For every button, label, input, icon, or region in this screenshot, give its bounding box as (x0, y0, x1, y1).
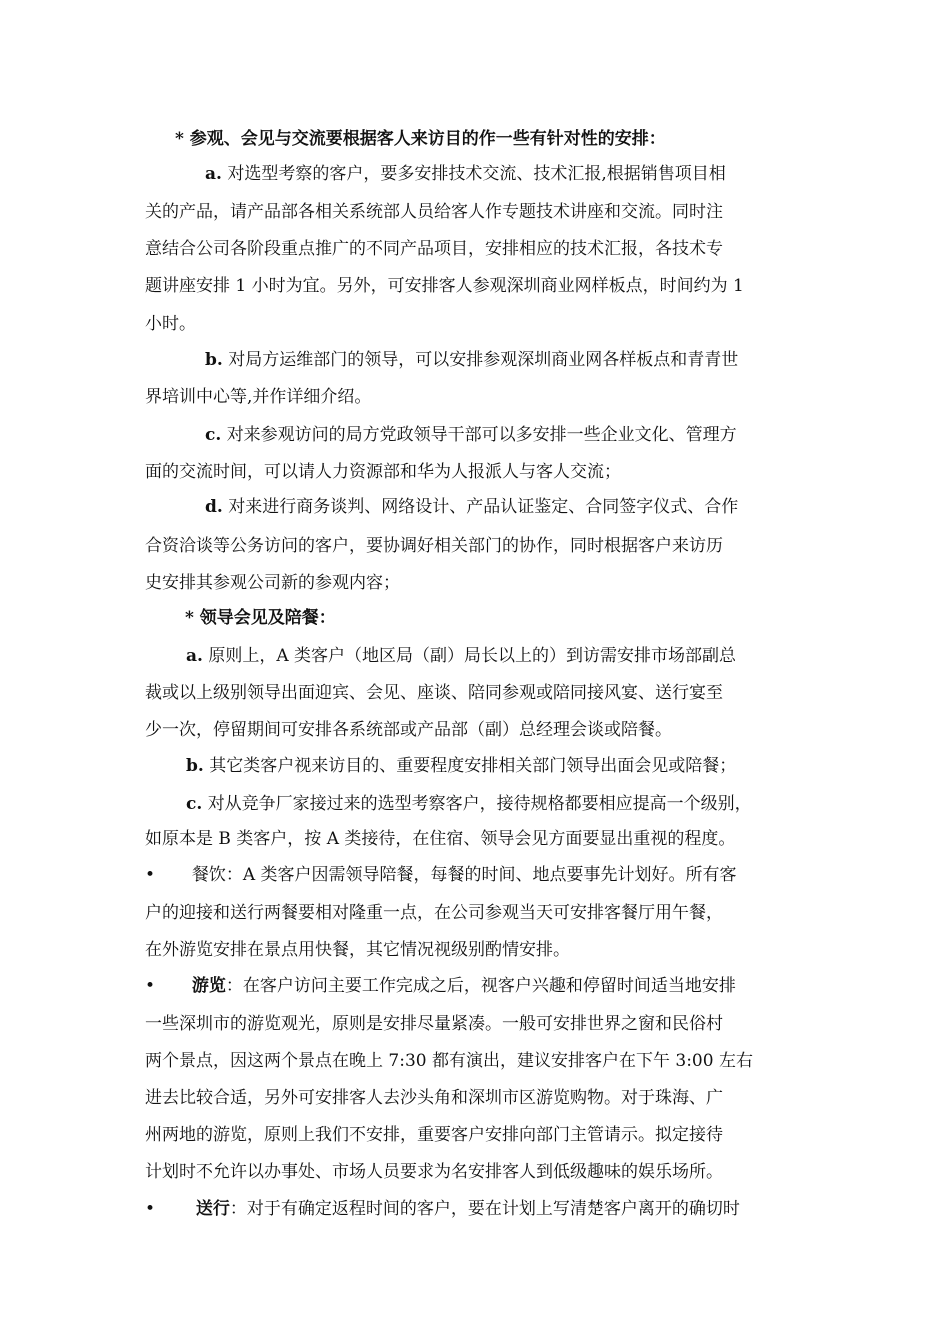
paragraph-line: 对从竞争厂家接过来的选型考察客户，接待规格都要相应提高一个级别， (207, 794, 752, 814)
paragraph-line: 如原本是 B 类客户，按 A 类接待，在住宿、领导会见方面要显出重视的程度。 (145, 829, 736, 849)
paragraph-c2 (186, 792, 752, 816)
paragraph-d1 (205, 495, 738, 519)
section-heading-reception: * 领导会见及陪餐： (185, 608, 336, 628)
paragraph-line: 对来参观访问的局方党政领导干部可以多安排一些企业文化、管理方 (226, 425, 737, 445)
paragraph-line: 史安排其参观公司新的参观内容； (145, 573, 400, 593)
paragraph-line: 意结合公司各阶段重点推广的不同产品项目，安排相应的技术汇报，各技术专 (145, 239, 723, 259)
tour-title: 游览 (191, 976, 226, 996)
section-heading-visits: * 参观、会见与交流要根据客人来访目的作一些有针对性的安排： (175, 129, 666, 149)
paragraph-line: 其它类客户视来访目的、重要程度安排相关部门领导出面会见或陪餐； (209, 756, 737, 776)
paragraph-line: 小时。 (145, 314, 196, 334)
list-marker: c. (205, 425, 222, 445)
bullet-sendoff (145, 1197, 740, 1221)
paragraph-line: 进去比较合适，另外可安排客人去沙头角和深圳市区游览购物。对于珠海、广 (145, 1088, 723, 1108)
paragraph-line: 裁或以上级别领导出面迎宾、会见、座谈、陪同参观或陪同接风宴、送行宴至 (145, 683, 723, 703)
paragraph-line: 餐饮：A 类客户因需领导陪餐，每餐的时间、地点要事先计划好。所有客 (191, 865, 737, 885)
paragraph-line: 面的交流时间，可以请人力资源部和华为人报派人与客人交流； (145, 462, 621, 482)
paragraph-line: 州两地的游览，原则上我们不安排，重要客户安排向部门主管请示。拟定接待 (145, 1125, 723, 1145)
paragraph-b1 (205, 348, 738, 372)
bullet-tour (145, 974, 736, 998)
paragraph-line: 对选型考察的客户，要多安排技术交流、技术汇报,根据销售项目相 (227, 164, 726, 184)
bullet-icon: • (145, 976, 156, 996)
paragraph-c1 (205, 423, 737, 447)
paragraph-line: 对局方运维部门的领导，可以安排参观深圳商业网各样板点和青青世 (228, 350, 739, 370)
paragraph-line: 计划时不允许以办事处、市场人员要求为名安排客人到低级趣味的娱乐场所。 (145, 1162, 723, 1182)
paragraph-line: 一些深圳市的游览观光，原则是安排尽量紧凑。一般可安排世界之窗和民俗村 (145, 1014, 723, 1034)
list-marker: c. (186, 794, 203, 814)
paragraph-line: 对来进行商务谈判、网络设计、产品认证鉴定、合同签字仪式、合作 (228, 497, 739, 517)
bullet-dining (145, 863, 737, 887)
paragraph-line: 原则上，A 类客户（地区局（副）局长以上的）到访需安排市场部副总 (208, 646, 737, 666)
paragraph-line: 题讲座安排 1 小时为宜。另外，可安排客人参观深圳商业网样板点，时间约为 1 (145, 276, 744, 296)
paragraph-line: 在外游览安排在景点用快餐，其它情况视级别酌情安排。 (145, 940, 570, 960)
paragraph-line: 少一次，停留期间可安排各系统部或产品部（副）总经理会谈或陪餐。 (145, 720, 672, 740)
paragraph-line: 界培训中心等,并作详细介绍。 (145, 387, 372, 407)
list-marker: b. (186, 756, 204, 776)
paragraph-a2 (186, 644, 736, 668)
paragraph-line: ：对于有确定返程时间的客户，要在计划上写清楚客户离开的确切时 (229, 1199, 740, 1219)
paragraph-a1 (205, 162, 726, 186)
sendoff-title: 送行 (195, 1199, 230, 1219)
list-marker: a. (186, 646, 203, 666)
list-marker: b. (205, 350, 223, 370)
paragraph-line: 两个景点，因这两个景点在晚上 7:30 都有演出，建议安排客户在下午 3:00 左右 (145, 1051, 753, 1071)
paragraph-line: 合资洽谈等公务访问的客户，要协调好相关部门的协作，同时根据客户来访历 (145, 536, 723, 556)
list-marker: d. (205, 497, 223, 517)
paragraph-b2 (186, 754, 736, 778)
paragraph-line: 关的产品，请产品部各相关系统部人员给客人作专题技术讲座和交流。同时注 (145, 202, 723, 222)
paragraph-line: 户的迎接和送行两餐要相对隆重一点，在公司参观当天可安排客餐厅用午餐， (145, 903, 723, 923)
paragraph-line: ：在客户访问主要工作完成之后，视客户兴趣和停留时间适当地安排 (225, 976, 736, 996)
bullet-icon: • (145, 865, 156, 885)
list-marker: a. (205, 164, 222, 184)
bullet-icon: • (145, 1199, 156, 1219)
